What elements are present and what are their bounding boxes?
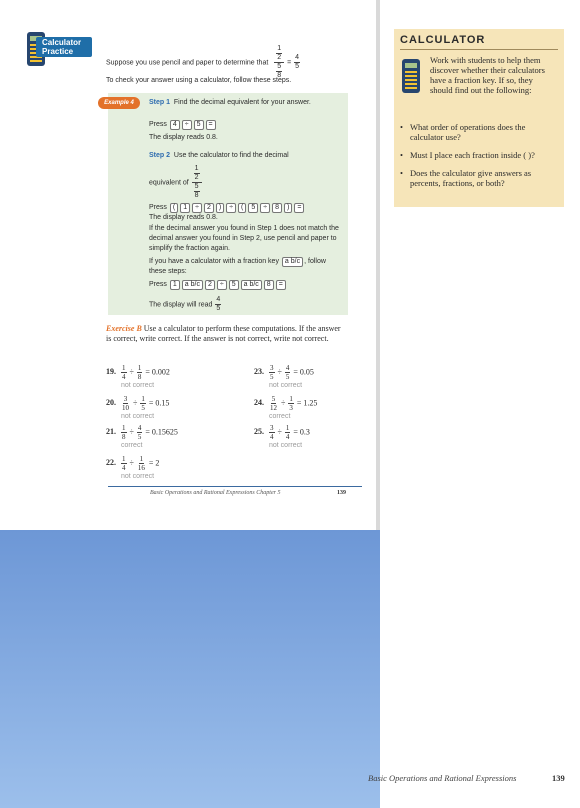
teacher-note-box [394,29,564,207]
item-answer: not correct [121,473,155,480]
step2: Step 2 Use the calculator to find the decimal [149,152,289,159]
student-footer: Basic Operations and Rational Expressions Chapter 5 [150,490,281,496]
fraction-key-display: The display will read $\frac{4}{5}$ [149,296,221,312]
step2-equiv: equivalent of $\frac{\frac{1}{2}}{\frac{5}{8}}$ [149,165,203,200]
intro-line: Suppose you use pencil and paper to determine that $\frac{\frac{1}{2}}{\frac{5}{8}}$ = $\frac{4}{5}$ [106,45,300,79]
teacher-bullet: • Must I place each fraction inside ( )? [400,150,556,160]
item-result: = 2 [148,458,160,468]
exercise-item [254,424,310,451]
step2-display: The display reads 0.8. [149,214,218,221]
teacher-note-bullets [400,122,556,196]
operator: ÷ [277,367,282,377]
fraction-a: $\frac{3}{5}$ [270,364,274,381]
teacher-note-rule [400,49,558,50]
fraction-key-note: If you have a calculator with a fraction key a b/c , follow these steps: [149,258,326,275]
fraction-b: $\frac{1}{4}$ [285,424,290,441]
exercise-instructions: Exercise B Use a calculator to perform these computations. If the answer is correct, write correct. If the answer is not correct, write not correct. [106,324,341,343]
fraction-a: $\frac{5}{12}$ [270,395,277,412]
teacher-note-intro: Work with students to help them discover whether their calculators have a fraction key. If so, they should find out the following: [430,55,545,95]
badge-line-1: Calculator [42,38,82,47]
fraction-a: $\frac{1}{8}$ [122,424,126,441]
item-answer: not correct [121,382,155,389]
fraction-b: $\frac{4}{5}$ [137,424,142,441]
item-number: 20. [106,398,116,408]
exercise-item [254,395,317,422]
footer-rule [108,486,362,487]
intro-fraction: $\frac{\frac{1}{2}}{\frac{5}{8}}$ [274,45,284,80]
item-result: = 0.15 [148,398,170,408]
item-number: 22. [106,458,116,468]
background-area [0,530,380,808]
teacher-bullet: • Does the calculator give answers as percents, fractions, or both? [400,168,556,188]
page-gutter [376,0,380,530]
item-answer: correct [121,442,143,449]
fraction-a: $\frac{1}{4}$ [122,455,126,472]
item-number: 21. [106,427,116,437]
fraction-key: a b/c [282,257,303,267]
calculator-practice-badge [36,37,92,57]
exercise-item [254,364,314,391]
fraction-b: $\frac{4}{5}$ [285,364,290,381]
page-footer-number: 139 [552,773,565,783]
margin-area [380,530,580,808]
fraction-b: $\frac{1}{5}$ [141,395,145,412]
fraction-a: $\frac{1}{4}$ [122,364,126,381]
item-number: 24. [254,398,264,408]
badge-line-2: Practice [42,47,74,56]
operator: ÷ [277,427,282,437]
teacher-note-title: CALCULATOR [400,34,486,46]
item-answer: not correct [269,382,303,389]
item-result: = 0.002 [145,367,170,377]
step1-display: The display reads 0.8. [149,134,218,141]
step1: Step 1 Find the decimal equivalent for your answer. [149,99,311,106]
exercise-item [106,455,159,482]
item-number: 19. [106,367,116,377]
item-number: 25. [254,427,264,437]
exercise-item [106,424,178,451]
item-result: = 1.25 [296,398,318,408]
operator: ÷ [281,398,286,408]
student-page-number: 139 [337,490,346,496]
exercise-item [106,364,170,391]
fraction-key-press: Press 1 a b/c 2 ÷ 5 a b/c 8 = [149,280,287,290]
fraction-b: $\frac{1}{16}$ [137,455,145,472]
item-answer: correct [269,413,291,420]
item-result: = 0.15625 [145,427,178,437]
fraction-a: $\frac{3}{10}$ [122,395,129,412]
fraction-b: $\frac{1}{8}$ [137,364,142,381]
exercise-item [106,395,169,422]
operator: ÷ [129,427,134,437]
step2-press: Press ( 1 ÷ 2 ) ÷ ( 5 ÷ 8 ) = [149,203,305,213]
example-box [108,93,348,315]
page-footer-title: Basic Operations and Rational Expressions [368,773,517,783]
step1-press: Press 4 ÷ 5 = [149,120,217,130]
example-label: Example 4 [98,97,140,109]
student-page [0,0,376,530]
operator: ÷ [133,398,138,408]
operator: ÷ [129,367,134,377]
operator: ÷ [129,458,134,468]
check-line: To check your answer using a calculator, follow these steps. [106,77,292,84]
item-result: = 0.05 [293,367,314,377]
item-answer: not correct [269,442,303,449]
item-answer: not correct [121,413,155,420]
fraction-b: $\frac{1}{3}$ [289,395,293,412]
item-number: 23. [254,367,264,377]
item-result: = 0.3 [293,427,310,437]
fraction-a: $\frac{3}{4}$ [270,424,274,441]
teacher-bullet: • What order of operations does the calculator use? [400,122,556,142]
mismatch-note: If the decimal answer you found in Step 1 does not match the decimal answer you found in Step 2, use pencil and paper to simplify the fraction again. [149,225,339,252]
